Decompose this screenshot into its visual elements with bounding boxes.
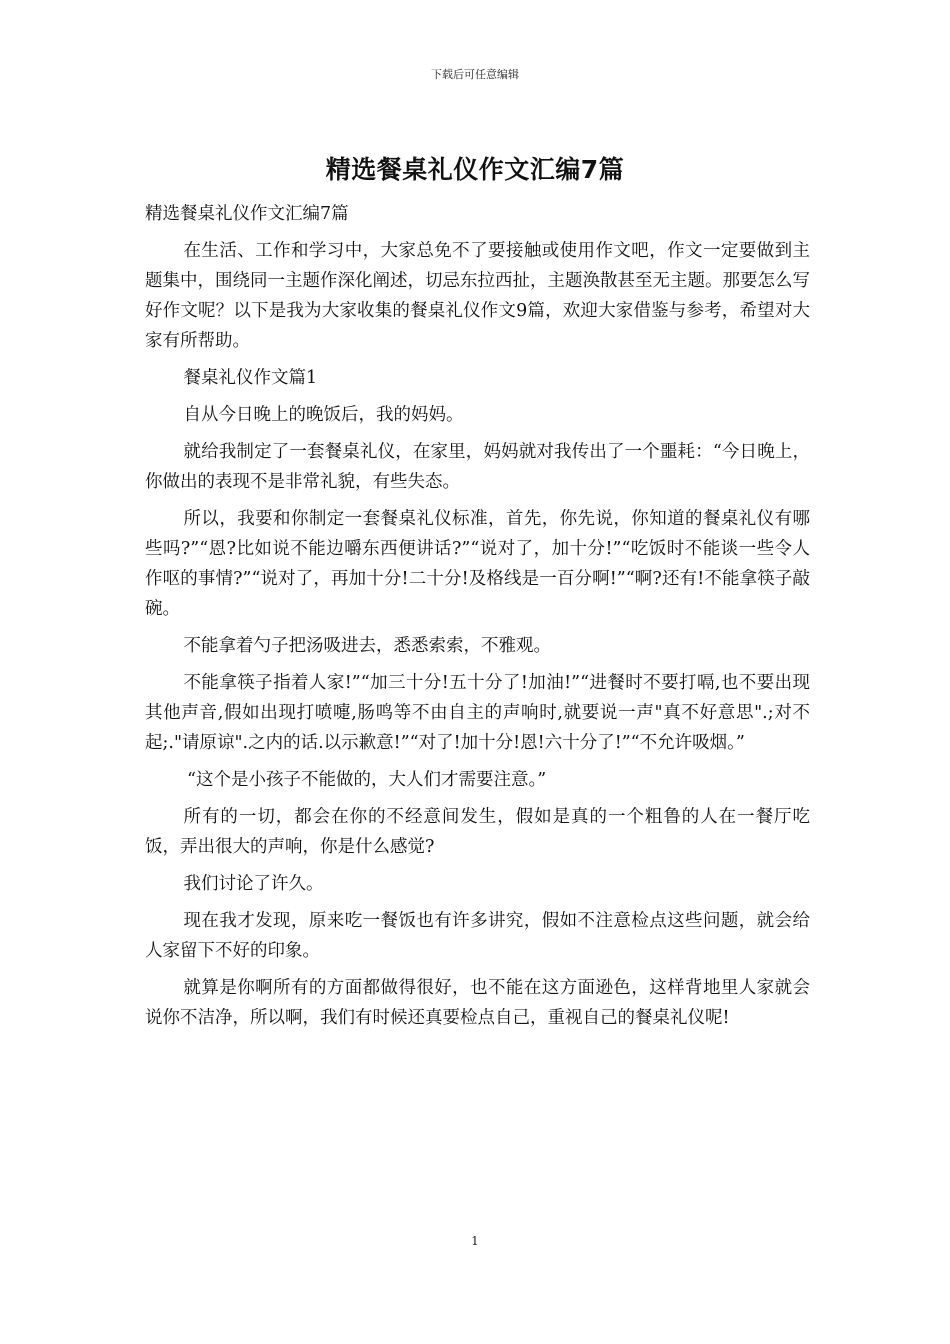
body-paragraph: 就算是你啊所有的方面都做得很好，也不能在这方面逊色，这样背地里人家就会说你不洁净，所以啊，我们有时候还真要检点自己，重视自己的餐桌礼仪呢! — [145, 978, 810, 1028]
document-body — [145, 199, 810, 1040]
page-number: 1 — [471, 1234, 479, 1248]
body-paragraph: 不能拿筷子指着人家!”“加三十分!五十分了!加油!”“进餐时不要打嗝,也不要出现其他声音,假如出现打喷嚏,肠鸣等不由自主的声响时,就要说一声"真不好意思".;对不起;."请原谅".之内的话.以示歉意!”“对了!加十分!恩!六十分了!”“不允许吸烟。” — [145, 673, 810, 753]
document-subtitle: 精选餐桌礼仪作文汇编7篇 — [145, 204, 349, 224]
body-paragraph: “这个是小孩子不能做的，大人们才需要注意。” — [187, 770, 547, 790]
intro-paragraph: 在生活、工作和学习中，大家总免不了要接触或使用作文吧，作文一定要做到主题集中，围绕同一主题作深化阐述，切忌东拉西扯，主题涣散甚至无主题。那要怎么写好作文呢？以下是我为大家收集的餐桌礼仪作文9篇，欢迎大家借鉴与参考，希望对大家有所帮助。 — [145, 241, 810, 351]
body-paragraph: 我们讨论了许久。 — [183, 874, 324, 894]
body-paragraph: 就给我制定了一套餐桌礼仪，在家里，妈妈就对我传出了一个噩耗：“今日晚上，你做出的表现不是非常礼貌，有些失态。 — [145, 442, 810, 492]
body-paragraph: 不能拿着勺子把汤吸进去，悉悉索索，不雅观。 — [183, 636, 551, 656]
document-title: 精选餐桌礼仪作文汇编7篇 — [325, 155, 625, 184]
section-heading: 餐桌礼仪作文篇1 — [183, 368, 318, 388]
body-paragraph: 所以，我要和你制定一套餐桌礼仪标准，首先，你先说，你知道的餐桌礼仪有哪些吗?”“恩?比如说不能边嚼东西便讲话?”“说对了，加十分!”“吃饭时不能谈一些令人作呕的事情?”“说对了，再加十分!二十分!及格线是一百分啊!”“啊?还有!不能拿筷子敲碗。 — [145, 509, 810, 619]
body-paragraph: 自从今日晚上的晚饭后，我的妈妈。 — [183, 405, 464, 425]
body-paragraph: 现在我才发现，原来吃一餐饭也有许多讲究，假如不注意检点这些问题，就会给人家留下不好的印象。 — [145, 911, 810, 961]
page-header-note: 下载后可任意编辑 — [431, 68, 519, 81]
body-paragraph: 所有的一切，都会在你的不经意间发生，假如是真的一个粗鲁的人在一餐厅吃饭，弄出很大的声响，你是什么感觉? — [145, 807, 810, 857]
